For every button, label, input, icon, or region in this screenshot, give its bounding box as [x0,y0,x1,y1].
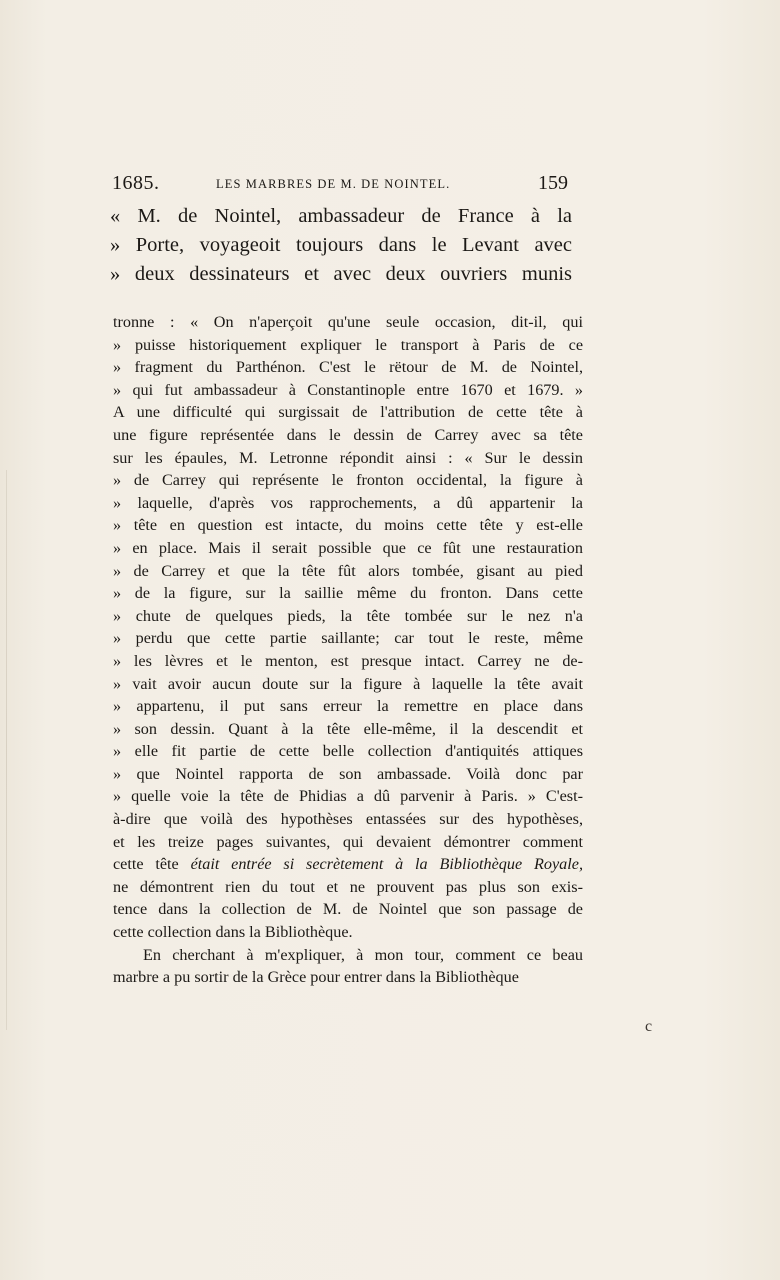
body-text [113,311,583,989]
text-segment: cette tête [113,855,191,874]
text-line: » de la figure, sur la saillie même du fronton. Dans cette [113,584,583,603]
italic-segment: était entrée si secrètement à la Bibliothèque Royale, [190,855,583,874]
text-line: une figure représentée dans le dessin de Carrey avec sa tête [113,425,583,444]
text-line: En cherchant à m'expliquer, à mon tour, comment ce beau [143,945,583,964]
text-line: » fragment du Parthénon. C'est le rëtour de M. de Nointel, [113,358,583,377]
text-line: tronne : « On n'aperçoit qu'une seule occasion, dit-il, qui [113,313,583,331]
text-line: sur les épaules, M. Letronne répondit ainsi : « Sur le dessin [113,448,583,467]
text-line: ne démontrent rien du tout et ne prouvent pas plus son exis- [113,877,583,896]
page-number: 159 [538,172,568,194]
header-year: 1685. [112,172,160,194]
running-head [112,172,568,200]
text-line: à-dire que voilà des hypothèses entassées sur des hypothèses, [113,810,583,829]
text-line: » chute de quelques pieds, la tête tombée sur le nez n'a [113,606,583,625]
text-line: cette collection dans la Bibliothèque. [113,923,353,942]
quote-line: « M. de Nointel, ambassadeur de France à la [110,205,572,227]
text-line: » qui fut ambassadeur à Constantinople entre 1670 et 1679. » [113,380,583,399]
text-line: » en place. Mais il serait possible que ce fût une restauration [113,538,583,557]
text-line: » vait avoir aucun doute sur la figure à laquelle la tête avait [113,674,583,693]
binding-shadow [6,470,7,1030]
text-line: tence dans la collection de M. de Nointel que son passage de [113,900,583,919]
large-quote-block [110,202,572,289]
text-line: » laquelle, d'après vos rapprochements, a dû appartenir la [113,493,583,512]
text-line: » son dessin. Quant à la tête elle-même, il la descendit et [113,719,583,738]
text-line: et les treize pages suivantes, qui devaient démontrer comment [113,832,583,851]
text-line: » que Nointel rapporta de son ambassade. Voilà donc par [113,764,583,783]
text-line: » elle fit partie de cette belle collection d'antiquités attiques [113,742,583,761]
text-line: » les lèvres et le menton, est presque intact. Carrey ne de- [113,651,583,670]
header-title: LES MARBRES DE M. DE NOINTEL. [216,177,451,191]
text-line: » de Carrey qui représente le fronton occidental, la figure à [113,471,583,490]
quote-line: » deux dessinateurs et avec deux ouvriers munis [110,263,572,285]
text-line: » appartenu, il put sans erreur la remettre en place dans [113,697,583,716]
text-line: A une difficulté qui surgissait de l'attribution de cette tête à [113,403,583,422]
text-line: » quelle voie la tête de Phidias a dû parvenir à Paris. » C'est- [113,787,583,806]
text-line: » puisse historiquement expliquer le transport à Paris de ce [113,335,583,354]
text-line: marbre a pu sortir de la Grèce pour entrer dans la Bibliothèque [113,968,519,987]
text-line: » de Carrey et que la tête fût alors tombée, gisant au pied [113,561,583,580]
text-line: » tête en question est intacte, du moins cette tête y est-elle [113,516,583,535]
text-line: » perdu que cette partie saillante; car tout le reste, même [113,629,583,648]
margin-mark: c [645,1018,653,1035]
quote-line: » Porte, voyageoit toujours dans le Levant avec [110,234,572,256]
text-line [113,853,583,876]
